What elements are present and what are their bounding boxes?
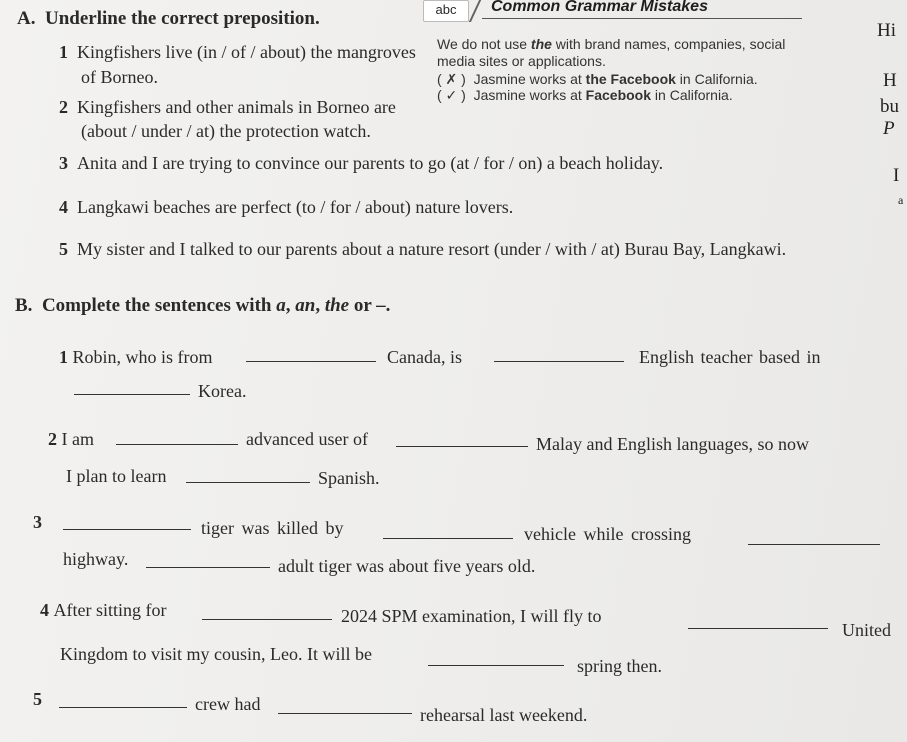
blank-field[interactable]: [116, 430, 238, 445]
b-q3-text: vehicle while crossing: [524, 524, 691, 544]
b-q5-num: 5: [33, 689, 42, 709]
b-q3-text: highway.: [63, 549, 129, 569]
b-q2-text: I plan to learn: [66, 466, 167, 486]
wrong-mark-icon: ( ✗ ): [437, 71, 466, 87]
b-q3-num: 3: [33, 512, 42, 532]
b-q1-text: Korea.: [198, 381, 247, 401]
edge-fragment: bu: [880, 96, 899, 117]
b-q2-line1: 2 I am: [48, 429, 94, 449]
b-q5-text: rehearsal last weekend.: [420, 705, 588, 725]
a-item-5: 5 My sister and I talked to our parents about a nature resort (under / with / at) Burau Bay, Langkawi.: [59, 239, 787, 259]
blank-field[interactable]: [748, 530, 880, 545]
blank-field[interactable]: [396, 432, 528, 447]
blank-field[interactable]: [202, 605, 332, 620]
a-item-1-cont: of Borneo.: [81, 67, 158, 87]
b-q4-text: spring then.: [577, 656, 662, 676]
edge-fragment: H: [883, 70, 897, 91]
b-q1-line1: 1 Robin, who is from: [59, 347, 213, 367]
a-item-1: 1 Kingfishers live (in / of / about) the mangroves: [59, 42, 416, 62]
blank-field[interactable]: [246, 347, 376, 362]
grammar-rule-line1: We do not use the with brand names, companies, social: [437, 36, 786, 52]
section-a-title: Underline the correct preposition.: [44, 8, 320, 29]
blank-field[interactable]: [428, 651, 564, 666]
b-q4-text: United: [842, 620, 891, 640]
b-q3-text: tiger was killed by: [201, 518, 344, 538]
edge-fragment: P: [883, 118, 895, 139]
edge-fragment: a: [898, 193, 904, 207]
section-b-heading: B. Complete the sentences with a, an, the or –.: [15, 295, 391, 316]
b-q1-text: Canada, is: [387, 347, 462, 367]
grammar-right-example: ( ✓ ) Jasmine works at Facebook in California.: [437, 87, 733, 103]
section-a-heading: [17, 8, 320, 30]
b-q4-text: Kingdom to visit my cousin, Leo. It will be: [60, 644, 372, 664]
abc-tag: abc: [423, 0, 469, 22]
check-mark-icon: ( ✓ ): [437, 87, 466, 103]
divider-slash: [468, 0, 482, 22]
blank-field[interactable]: [278, 699, 412, 714]
a-item-4: 4 Langkawi beaches are perfect (to / for / about) nature lovers.: [59, 197, 514, 217]
edge-fragment: I: [893, 165, 900, 186]
b-q5-text: crew had: [195, 694, 261, 714]
section-a-label: A.: [17, 8, 36, 29]
b-q2-text: advanced user of: [246, 429, 368, 449]
blank-field[interactable]: [74, 380, 190, 395]
grammar-title-underline: [482, 18, 802, 19]
grammar-rule-line2: media sites or applications.: [437, 53, 606, 69]
blank-field[interactable]: [63, 515, 191, 530]
b-q2-text: Spanish.: [318, 468, 380, 488]
b-q4-line1: 4 After sitting for: [40, 600, 167, 620]
blank-field[interactable]: [688, 614, 828, 629]
b-q3-text: adult tiger was about five years old.: [278, 556, 536, 576]
blank-field[interactable]: [186, 468, 310, 483]
b-q2-text: Malay and English languages, so now: [536, 434, 809, 454]
grammar-wrong-example: ( ✗ ) Jasmine works at the Facebook in California.: [437, 71, 758, 87]
a-item-2-cont: (about / under / at) the protection watch.: [81, 121, 371, 141]
blank-field[interactable]: [59, 693, 187, 708]
b-q4-text: 2024 SPM examination, I will fly to: [341, 606, 602, 626]
blank-field[interactable]: [494, 347, 624, 362]
blank-field[interactable]: [383, 524, 513, 539]
a-item-3: 3 Anita and I are trying to convince our parents to go (at / for / on) a beach holiday.: [59, 153, 664, 173]
grammar-box-title: Common Grammar Mistakes: [491, 0, 708, 15]
blank-field[interactable]: [146, 553, 270, 568]
b-q1-text: English teacher based in: [639, 347, 821, 367]
edge-fragment: Hi: [877, 20, 896, 41]
a-item-2: 2 Kingfishers and other animals in Borneo are: [59, 97, 396, 117]
